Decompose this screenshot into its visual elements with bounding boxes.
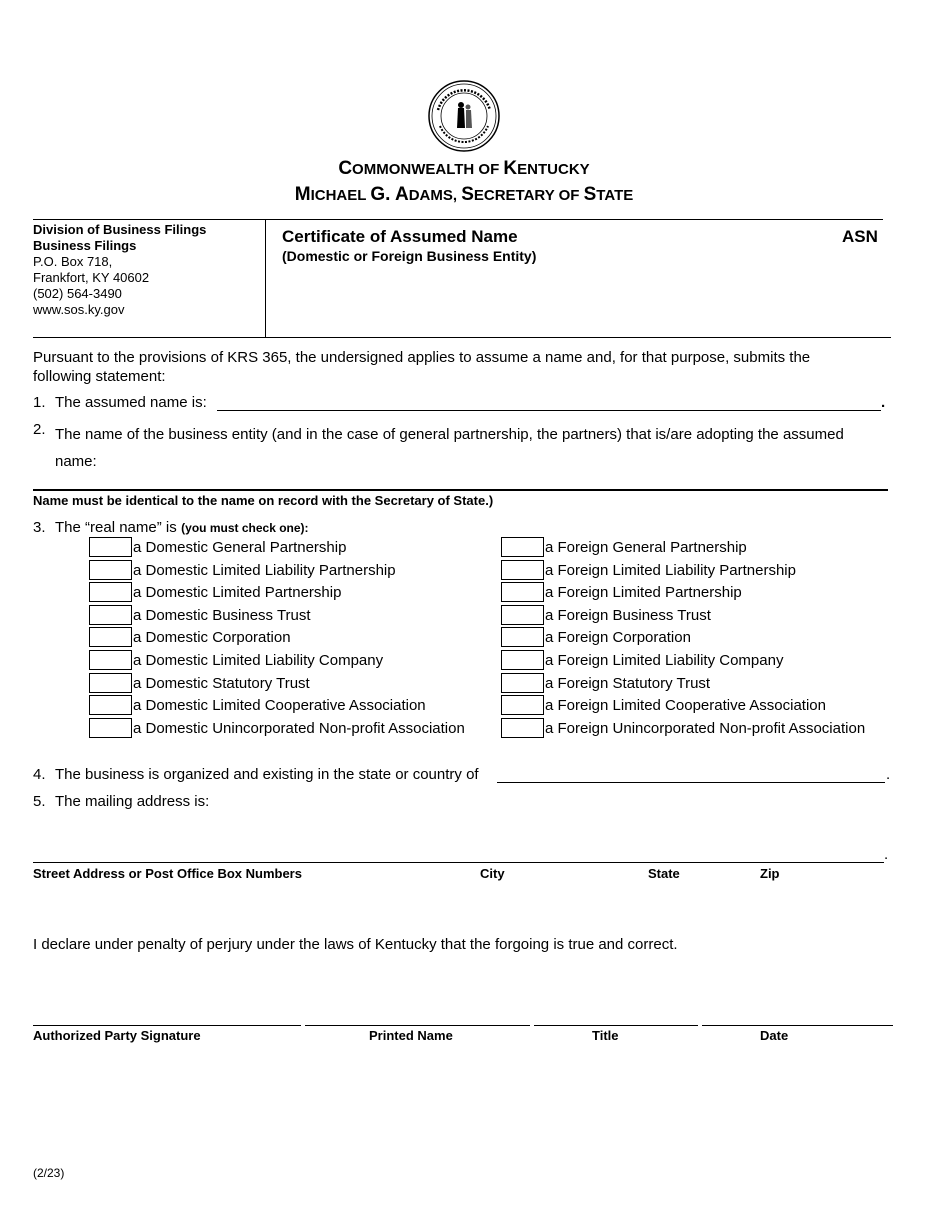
domestic-checkbox-0[interactable] [89, 537, 132, 557]
declaration-statement: I declare under penalty of perjury under the laws of Kentucky that the forgoing is true and correct. [33, 936, 678, 953]
intro-statement: Pursuant to the provisions of KRS 365, the undersigned applies to assume a name and, for that purpose, submits the following statement: [33, 349, 811, 385]
domestic-option-label: a Domestic Statutory Trust [133, 674, 310, 692]
q4-number: 4. [33, 766, 46, 783]
foreign-checkbox-5[interactable] [501, 650, 544, 670]
header-bottom-rule [33, 337, 891, 338]
foreign-checkbox-8[interactable] [501, 718, 544, 738]
domestic-option-label: a Domestic Limited Liability Company [133, 652, 384, 669]
domestic-option-label: a Domestic Limited Liability Partnership [133, 561, 396, 579]
q4-period: . [886, 766, 891, 783]
zip-label: Zip [760, 866, 780, 881]
q2-note: Name must be identical to the name on record with the Secretary of State.) [33, 493, 494, 508]
foreign-checkbox-4[interactable] [501, 627, 544, 647]
revision-date: (2/23) [33, 1166, 65, 1180]
assumed-name-field[interactable] [217, 410, 881, 411]
q5-label: The mailing address is: [55, 793, 210, 810]
q1-label: The assumed name is: [55, 394, 207, 411]
form-code: ASN [842, 227, 878, 246]
foreign-option-label: a Foreign General Partnership [545, 539, 747, 556]
form-title: Certificate of Assumed Name [282, 227, 518, 246]
domestic-option-label: a Domestic Limited Partnership [133, 584, 342, 602]
foreign-checkbox-7[interactable] [501, 695, 544, 715]
domestic-option-label: a Domestic Unincorporated Non-profit Association [133, 719, 465, 737]
foreign-checkbox-1[interactable] [501, 560, 544, 580]
state-country-field[interactable] [497, 782, 885, 783]
website: www.sos.ky.gov [33, 302, 125, 317]
q2-number: 2. [33, 421, 46, 438]
title-field[interactable] [534, 1025, 698, 1026]
domestic-option-label: a Domestic Limited Cooperative Association [133, 697, 426, 715]
foreign-checkbox-2[interactable] [501, 582, 544, 602]
date-label: Date [760, 1028, 789, 1043]
foreign-option-label: a Foreign Business Trust [545, 606, 711, 624]
entity-name-field[interactable] [33, 489, 888, 491]
form-subtitle: (Domestic or Foreign Business Entity) [282, 248, 537, 264]
printed-name-field[interactable] [305, 1025, 530, 1026]
domestic-checkbox-6[interactable] [89, 673, 132, 693]
domestic-checkbox-1[interactable] [89, 560, 132, 580]
printed-name-label: Printed Name [369, 1028, 453, 1043]
foreign-option-label: a Foreign Statutory Trust [545, 674, 711, 692]
foreign-option-label: a Foreign Limited Partnership [545, 584, 742, 602]
foreign-option-label: a Foreign Limited Liability Company [545, 652, 784, 669]
mailing-address-field[interactable] [33, 862, 884, 863]
domestic-option-label: a Domestic Business Trust [133, 606, 311, 624]
phone: (502) 564-3490 [33, 286, 122, 301]
q3-label-group [55, 519, 309, 537]
q3-number: 3. [33, 519, 46, 536]
domestic-checkbox-3[interactable] [89, 605, 132, 625]
foreign-option-label: a Foreign Unincorporated Non-profit Association [545, 719, 866, 737]
commonwealth-heading: COMMONWEALTH OF KENTUCKY [338, 158, 590, 179]
foreign-option-label: a Foreign Limited Liability Partnership [545, 561, 796, 579]
domestic-checkbox-2[interactable] [89, 582, 132, 602]
q4-label: The business is organized and existing in the state or country of [55, 766, 479, 783]
domestic-checkbox-8[interactable] [89, 718, 132, 738]
secretary-heading: MICHAEL G. ADAMS, SECRETARY OF STATE [294, 184, 634, 205]
address-period: . [884, 846, 889, 863]
foreign-checkbox-6[interactable] [501, 673, 544, 693]
header-top-rule [33, 219, 883, 220]
domestic-checkbox-4[interactable] [89, 627, 132, 647]
date-field[interactable] [702, 1025, 893, 1026]
header-divider [265, 220, 266, 337]
kentucky-seal-icon [428, 80, 500, 152]
foreign-option-label: a Foreign Limited Cooperative Association [545, 697, 826, 715]
po-box: P.O. Box 718, [33, 254, 113, 269]
q5-number: 5. [33, 793, 46, 810]
unit-name: Business Filings [33, 238, 137, 253]
foreign-checkbox-0[interactable] [501, 537, 544, 557]
q3-label: The “real name” is [55, 519, 177, 536]
office-address-block [33, 222, 206, 318]
domestic-option-label: a Domestic Corporation [133, 629, 291, 647]
signature-field[interactable] [33, 1025, 301, 1026]
domestic-checkbox-5[interactable] [89, 650, 132, 670]
state-label: State [648, 866, 680, 881]
domestic-option-label: a Domestic General Partnership [133, 539, 347, 556]
street-label: Street Address or Post Office Box Numbers [33, 866, 302, 881]
q1-number: 1. [33, 394, 46, 411]
city-label: City [480, 866, 505, 881]
city-line: Frankfort, KY 40602 [33, 270, 150, 285]
foreign-checkbox-3[interactable] [501, 605, 544, 625]
division-name: Division of Business Filings [33, 222, 207, 237]
foreign-option-label: a Foreign Corporation [545, 629, 691, 647]
q1-period: . [881, 394, 886, 411]
signature-label: Authorized Party Signature [33, 1028, 201, 1043]
title-label: Title [592, 1028, 619, 1043]
domestic-checkbox-7[interactable] [89, 695, 132, 715]
q2-label: The name of the business entity (and in the case of general partnership, the partners) that is/are adopting the assumed name: [55, 426, 844, 470]
q3-note: (you must check one): [181, 521, 309, 535]
